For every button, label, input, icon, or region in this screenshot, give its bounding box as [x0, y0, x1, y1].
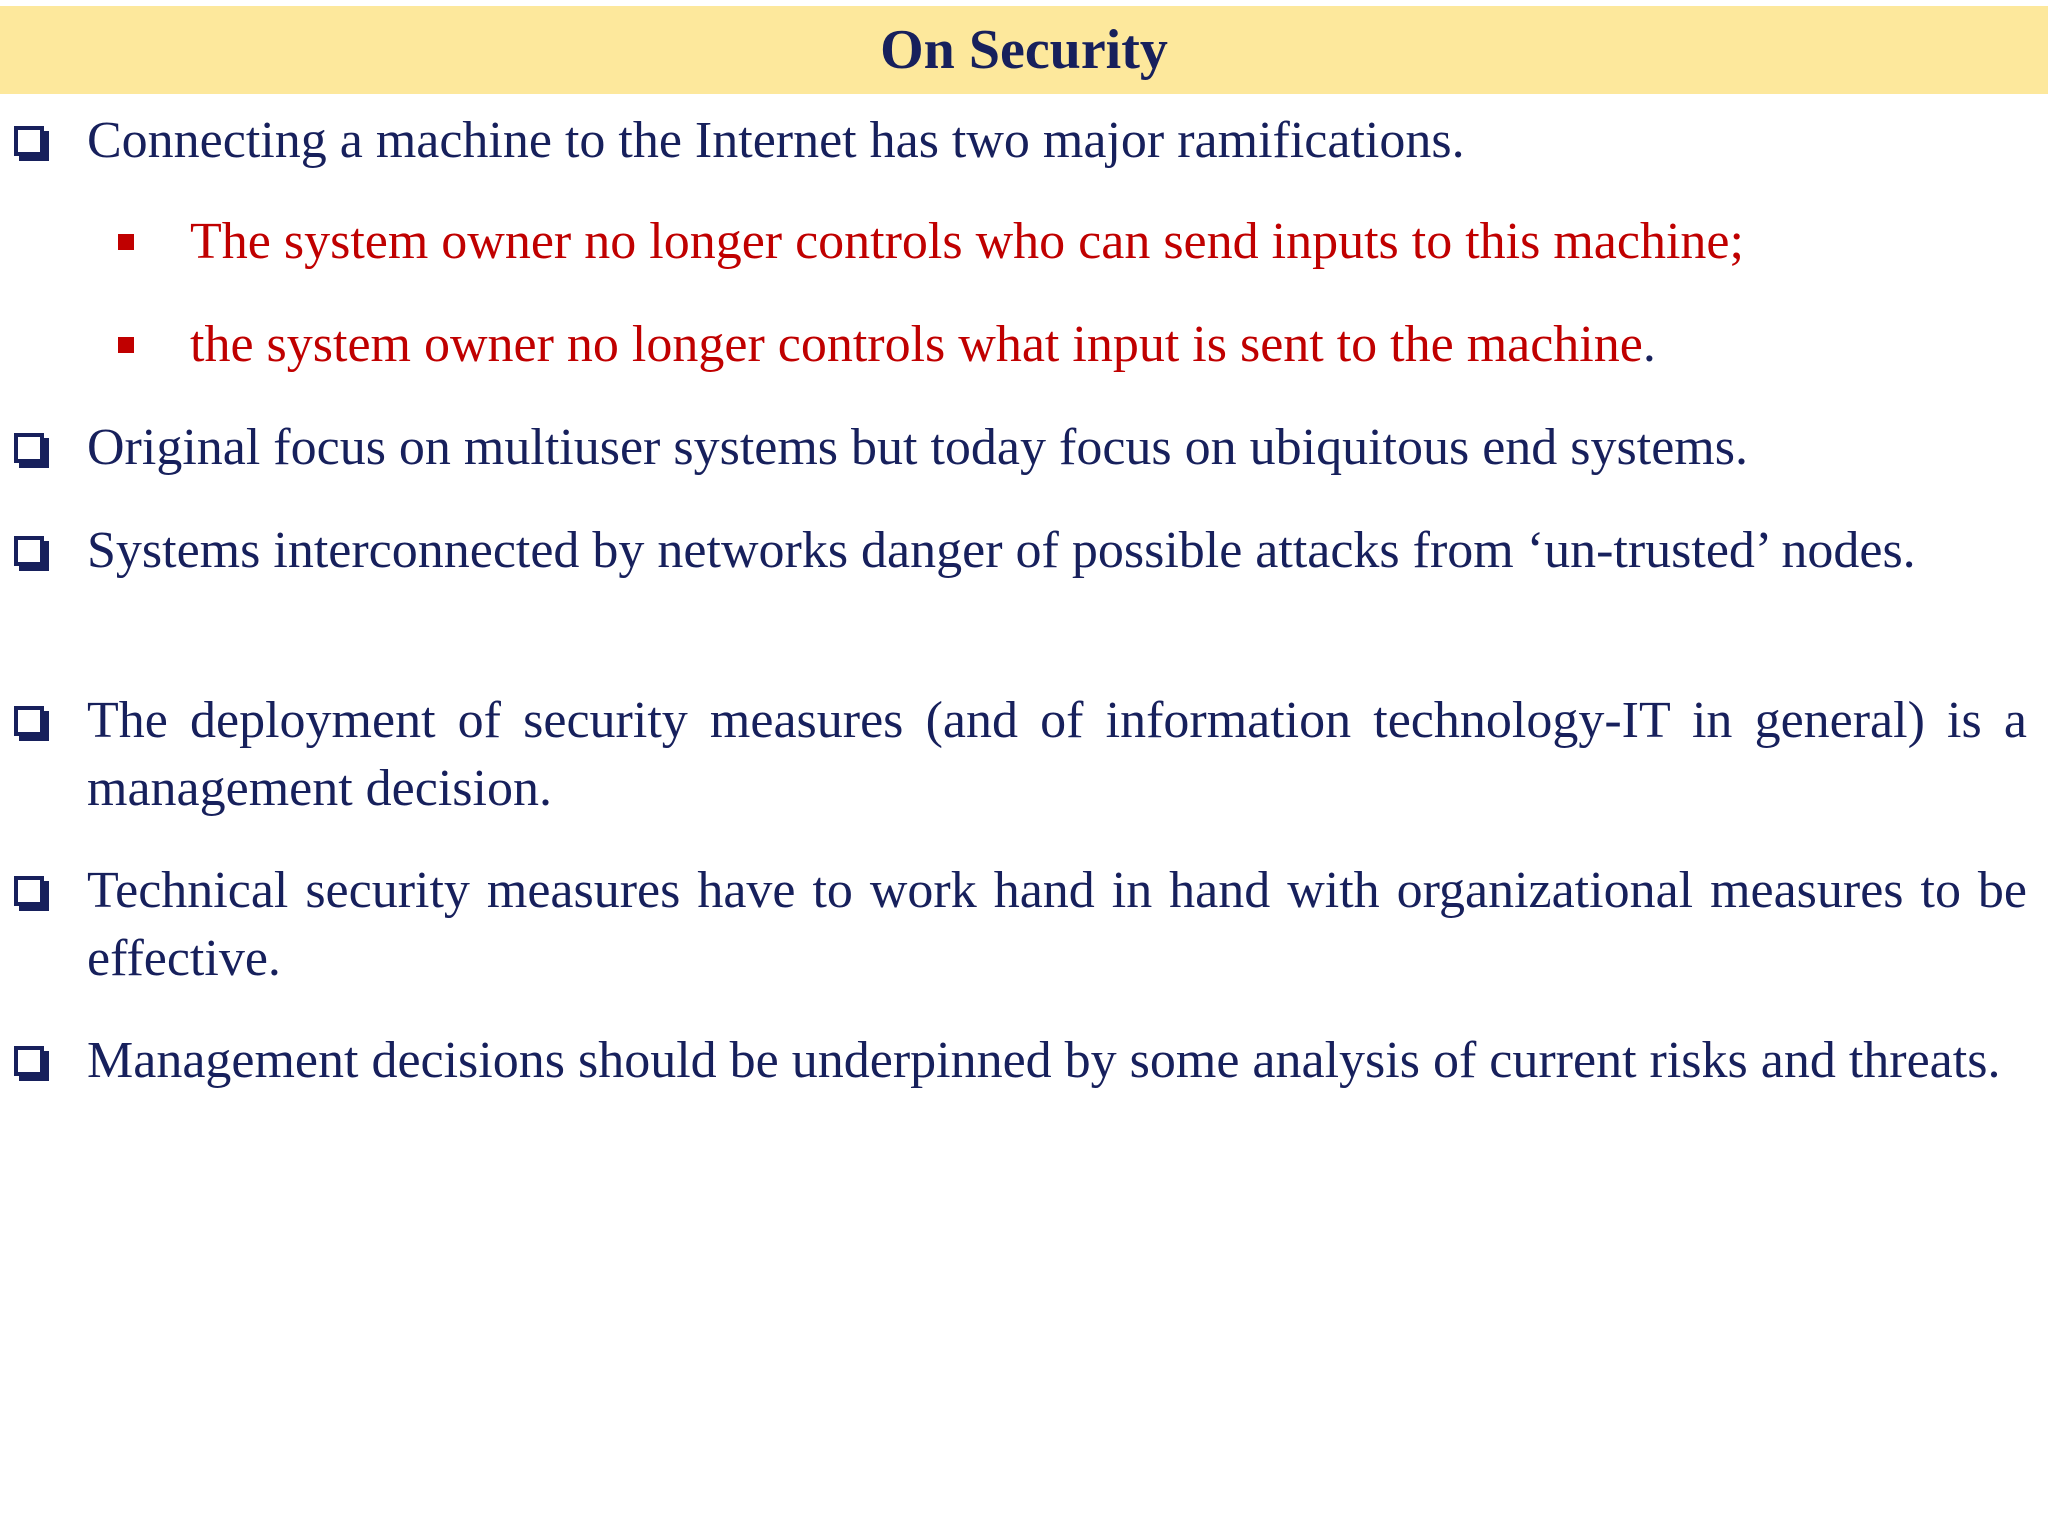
bullet-text: Connecting a machine to the Internet has two major ramifications.	[87, 112, 1465, 169]
bullet-text: Technical security measures have to work hand in hand with organizational measures to be effective.	[87, 862, 2027, 987]
checkbox-bullet-icon	[14, 706, 44, 736]
checkbox-bullet-icon	[14, 536, 44, 566]
sub-bullet-text-main: The system owner no longer controls who can send inputs to this machine;	[190, 213, 1744, 270]
checkbox-bullet-icon	[14, 126, 44, 156]
sub-bullet-text	[190, 208, 1744, 276]
sub-bullet-text-period: .	[1642, 316, 1656, 373]
square-bullet-icon	[118, 337, 134, 353]
slide-title: On Security	[880, 19, 1168, 81]
bullet-text: Original focus on multiuser systems but today focus on ubiquitous end systems.	[87, 419, 1748, 476]
bullet-text: The deployment of security measures (and of information technology-IT in general) is a management decision.	[87, 692, 2027, 817]
checkbox-bullet-icon	[14, 876, 44, 906]
square-bullet-icon	[118, 234, 134, 250]
checkbox-bullet-icon	[14, 1046, 44, 1076]
title-bar	[0, 6, 2048, 94]
bullet-text: Systems interconnected by networks danger of possible attacks from ‘un-trusted’ nodes.	[87, 522, 1916, 579]
checkbox-bullet-icon	[14, 433, 44, 463]
bullet-text: Management decisions should be underpinned by some analysis of current risks and threats.	[87, 1032, 2001, 1089]
sub-bullet-text-main: the system owner no longer controls what input is sent to the machine	[190, 316, 1643, 373]
sub-bullet-text	[190, 311, 1656, 379]
